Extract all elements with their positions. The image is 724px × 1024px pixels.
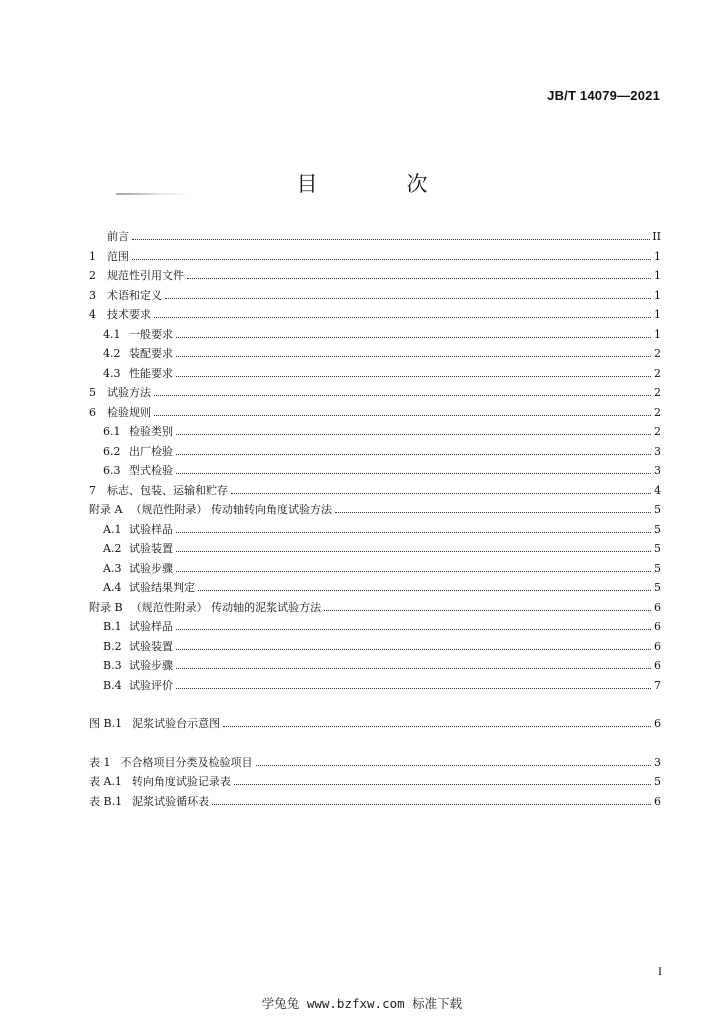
toc-entry-page: 5 xyxy=(654,522,661,536)
toc-entry-label: 术语和定义 xyxy=(107,288,162,302)
toc-entry[interactable] xyxy=(89,500,661,520)
toc-entry-label: 检验规则 xyxy=(107,405,151,419)
toc-entry[interactable] xyxy=(89,617,661,637)
toc-dot-leader xyxy=(132,259,651,260)
toc-entry[interactable] xyxy=(89,325,661,345)
toc-entry-label: 型式检验 xyxy=(129,464,173,477)
toc-entry[interactable] xyxy=(89,676,661,696)
toc-entry-page: 4 xyxy=(654,483,661,497)
site-watermark: 学兔兔 www.bzfxw.com 标准下载 xyxy=(261,996,463,1011)
toc-entry-label: 试验样品 xyxy=(129,522,173,536)
toc-entry[interactable] xyxy=(89,792,661,812)
toc-entry-label: 试验装置 xyxy=(129,639,173,653)
toc-entry-label: 范围 xyxy=(107,249,129,263)
toc-entry-label: 标志、包装、运输和贮存 xyxy=(107,483,228,497)
toc-entry-page: 5 xyxy=(654,503,661,516)
toc-dot-leader xyxy=(176,688,651,689)
toc-dot-leader xyxy=(176,454,651,455)
toc-entry-label: 试验样品 xyxy=(129,620,173,633)
toc-dot-leader xyxy=(223,726,651,727)
toc-entry-label: 一般要求 xyxy=(129,327,173,341)
toc-entry[interactable] xyxy=(89,403,661,423)
toc-entry-label: 转向角度试验记录表 xyxy=(131,775,231,788)
toc-entry-label: 规范性引用文件 xyxy=(107,269,184,282)
toc-entry[interactable] xyxy=(89,344,661,364)
toc-entry[interactable] xyxy=(89,461,661,481)
table-of-contents xyxy=(89,227,661,811)
toc-dot-leader xyxy=(154,395,651,396)
toc-entry-label: 试验结果判定 xyxy=(129,581,195,594)
toc-entry-page: 6 xyxy=(654,620,661,633)
toc-entry-page: 1 xyxy=(654,288,661,302)
toc-entry-number: 6.3 xyxy=(103,464,121,477)
toc-entry[interactable] xyxy=(89,383,661,403)
toc-entry-page: 2 xyxy=(654,405,661,419)
toc-entry-number: 4 xyxy=(89,308,96,321)
toc-entry-number: 6.1 xyxy=(103,425,121,438)
toc-entry-number: 表 B.1 xyxy=(89,794,123,808)
toc-dot-leader xyxy=(187,278,651,279)
toc-dot-leader xyxy=(176,376,651,377)
toc-entry[interactable] xyxy=(89,714,661,734)
toc-entry-page: 2 xyxy=(654,386,661,399)
toc-dot-leader xyxy=(176,473,651,474)
toc-entry-number: 图 B.1 xyxy=(89,717,123,730)
toc-entry-page: 5 xyxy=(654,561,661,575)
toc-entry-label: 检验类别 xyxy=(129,425,173,438)
toc-entry-number: B.2 xyxy=(103,639,122,653)
toc-entry-label: 试验步骤 xyxy=(129,659,173,672)
toc-dot-leader xyxy=(154,317,651,318)
toc-dot-leader xyxy=(324,610,651,611)
toc-entry[interactable] xyxy=(89,481,661,501)
toc-entry[interactable] xyxy=(89,422,661,442)
toc-entry-number: 4.3 xyxy=(103,366,121,380)
toc-entry[interactable] xyxy=(89,286,661,306)
toc-entry[interactable] xyxy=(89,442,661,462)
toc-dot-leader xyxy=(335,512,651,513)
toc-entry-page: 5 xyxy=(654,581,661,594)
toc-entry-number: B.3 xyxy=(103,659,122,672)
toc-entry-number: 4.1 xyxy=(103,327,121,341)
toc-dot-leader xyxy=(212,804,651,805)
toc-dot-leader xyxy=(234,784,651,785)
toc-entry-label: 技术要求 xyxy=(107,308,151,321)
toc-entry[interactable] xyxy=(89,266,661,286)
toc-entry[interactable] xyxy=(89,772,661,792)
toc-entry-number: 2 xyxy=(89,269,96,282)
toc-dot-leader xyxy=(176,532,651,533)
toc-entry-page: 2 xyxy=(654,425,661,438)
toc-entry-page: 6 xyxy=(654,794,661,808)
toc-entry-number: 附录 B xyxy=(89,600,123,614)
toc-entry-label: （规范性附录） 传动轴转向角度试验方法 xyxy=(130,503,332,516)
toc-entry-number: 5 xyxy=(89,386,96,399)
toc-dot-leader xyxy=(198,590,651,591)
toc-dot-leader xyxy=(132,239,650,240)
toc-entry-label: 泥浆试验台示意图 xyxy=(132,717,221,730)
toc-entry-page: 5 xyxy=(654,542,661,555)
toc-entry-page: 5 xyxy=(654,775,661,788)
toc-entry-page: 1 xyxy=(654,327,661,341)
toc-entry-number: B.4 xyxy=(103,678,122,692)
toc-entry-number: 7 xyxy=(89,483,96,497)
toc-entry-page: 6 xyxy=(654,659,661,672)
toc-entry-number: A.1 xyxy=(103,522,122,536)
toc-entry-label: 出厂检验 xyxy=(129,444,173,458)
toc-entry-number: 附录 A xyxy=(89,503,123,516)
toc-entry[interactable] xyxy=(89,578,661,598)
toc-entry-label: 不合格项目分类及检验项目 xyxy=(120,755,253,769)
toc-entry[interactable] xyxy=(89,559,661,579)
toc-entry-number: B.1 xyxy=(103,620,122,633)
toc-entry[interactable] xyxy=(89,364,661,384)
toc-entry-label: 装配要求 xyxy=(129,347,173,360)
toc-dot-leader xyxy=(176,629,651,630)
toc-entry-page: 3 xyxy=(654,464,661,477)
standard-code: JB/T 14079—2021 xyxy=(547,88,660,103)
toc-dot-leader xyxy=(154,415,651,416)
toc-entry-page: 1 xyxy=(654,269,661,282)
toc-entry-number: A.4 xyxy=(103,581,122,594)
toc-entry-label: 试验步骤 xyxy=(129,561,173,575)
toc-entry-page: 2 xyxy=(654,347,661,360)
page-title: 目 次 xyxy=(296,172,462,196)
toc-dot-leader xyxy=(176,356,651,357)
toc-entry-label: 试验装置 xyxy=(129,542,173,555)
toc-entry-page: 6 xyxy=(654,639,661,653)
toc-entry-number: A.3 xyxy=(103,561,122,575)
toc-entry-label: 试验评价 xyxy=(129,678,173,692)
toc-entry[interactable] xyxy=(89,520,661,540)
toc-dot-leader xyxy=(165,298,651,299)
toc-entry-number: 表 1 xyxy=(89,755,111,769)
toc-entry-number: A.2 xyxy=(103,542,122,555)
toc-dot-leader xyxy=(176,434,651,435)
toc-dot-leader xyxy=(256,765,652,766)
toc-entry[interactable] xyxy=(89,539,661,559)
toc-entry-page: 6 xyxy=(654,717,661,730)
toc-entry[interactable] xyxy=(89,227,661,247)
toc-entry-label: （规范性附录） 传动轴的泥浆试验方法 xyxy=(130,600,322,614)
toc-dot-leader xyxy=(176,551,651,552)
toc-entry-page: 3 xyxy=(654,444,661,458)
toc-entry-page: 3 xyxy=(654,755,661,769)
toc-entry-number: 3 xyxy=(89,288,96,302)
toc-entry-page: 2 xyxy=(654,366,661,380)
toc-entry-label: 性能要求 xyxy=(129,366,173,380)
toc-entry-page: 1 xyxy=(654,308,661,321)
toc-dot-leader xyxy=(176,649,651,650)
toc-entry-page: II xyxy=(652,230,661,243)
toc-entry-number: 6.2 xyxy=(103,444,121,458)
page-number: I xyxy=(658,964,662,978)
toc-entry-number: 1 xyxy=(89,249,96,263)
toc-entry[interactable] xyxy=(89,598,661,618)
toc-entry-page: 1 xyxy=(654,249,661,263)
toc-dot-leader xyxy=(176,337,651,338)
toc-dot-leader xyxy=(176,668,651,669)
toc-entry-number: 表 A.1 xyxy=(89,775,122,788)
toc-entry[interactable] xyxy=(89,247,661,267)
toc-entry-label: 泥浆试验循环表 xyxy=(132,794,210,808)
toc-entry-label: 前言 xyxy=(107,230,129,243)
toc-dot-leader xyxy=(231,493,651,494)
toc-entry[interactable] xyxy=(89,305,661,325)
toc-entry[interactable] xyxy=(89,656,661,676)
scan-smudge xyxy=(116,193,192,195)
toc-entry-page: 7 xyxy=(654,678,661,692)
toc-entry-page: 6 xyxy=(654,600,661,614)
toc-entry[interactable] xyxy=(89,753,661,773)
toc-entry-label: 试验方法 xyxy=(107,386,151,399)
toc-dot-leader xyxy=(176,571,651,572)
toc-entry-number: 4.2 xyxy=(103,347,121,360)
toc-entry-number: 6 xyxy=(89,405,96,419)
toc-entry[interactable] xyxy=(89,637,661,657)
